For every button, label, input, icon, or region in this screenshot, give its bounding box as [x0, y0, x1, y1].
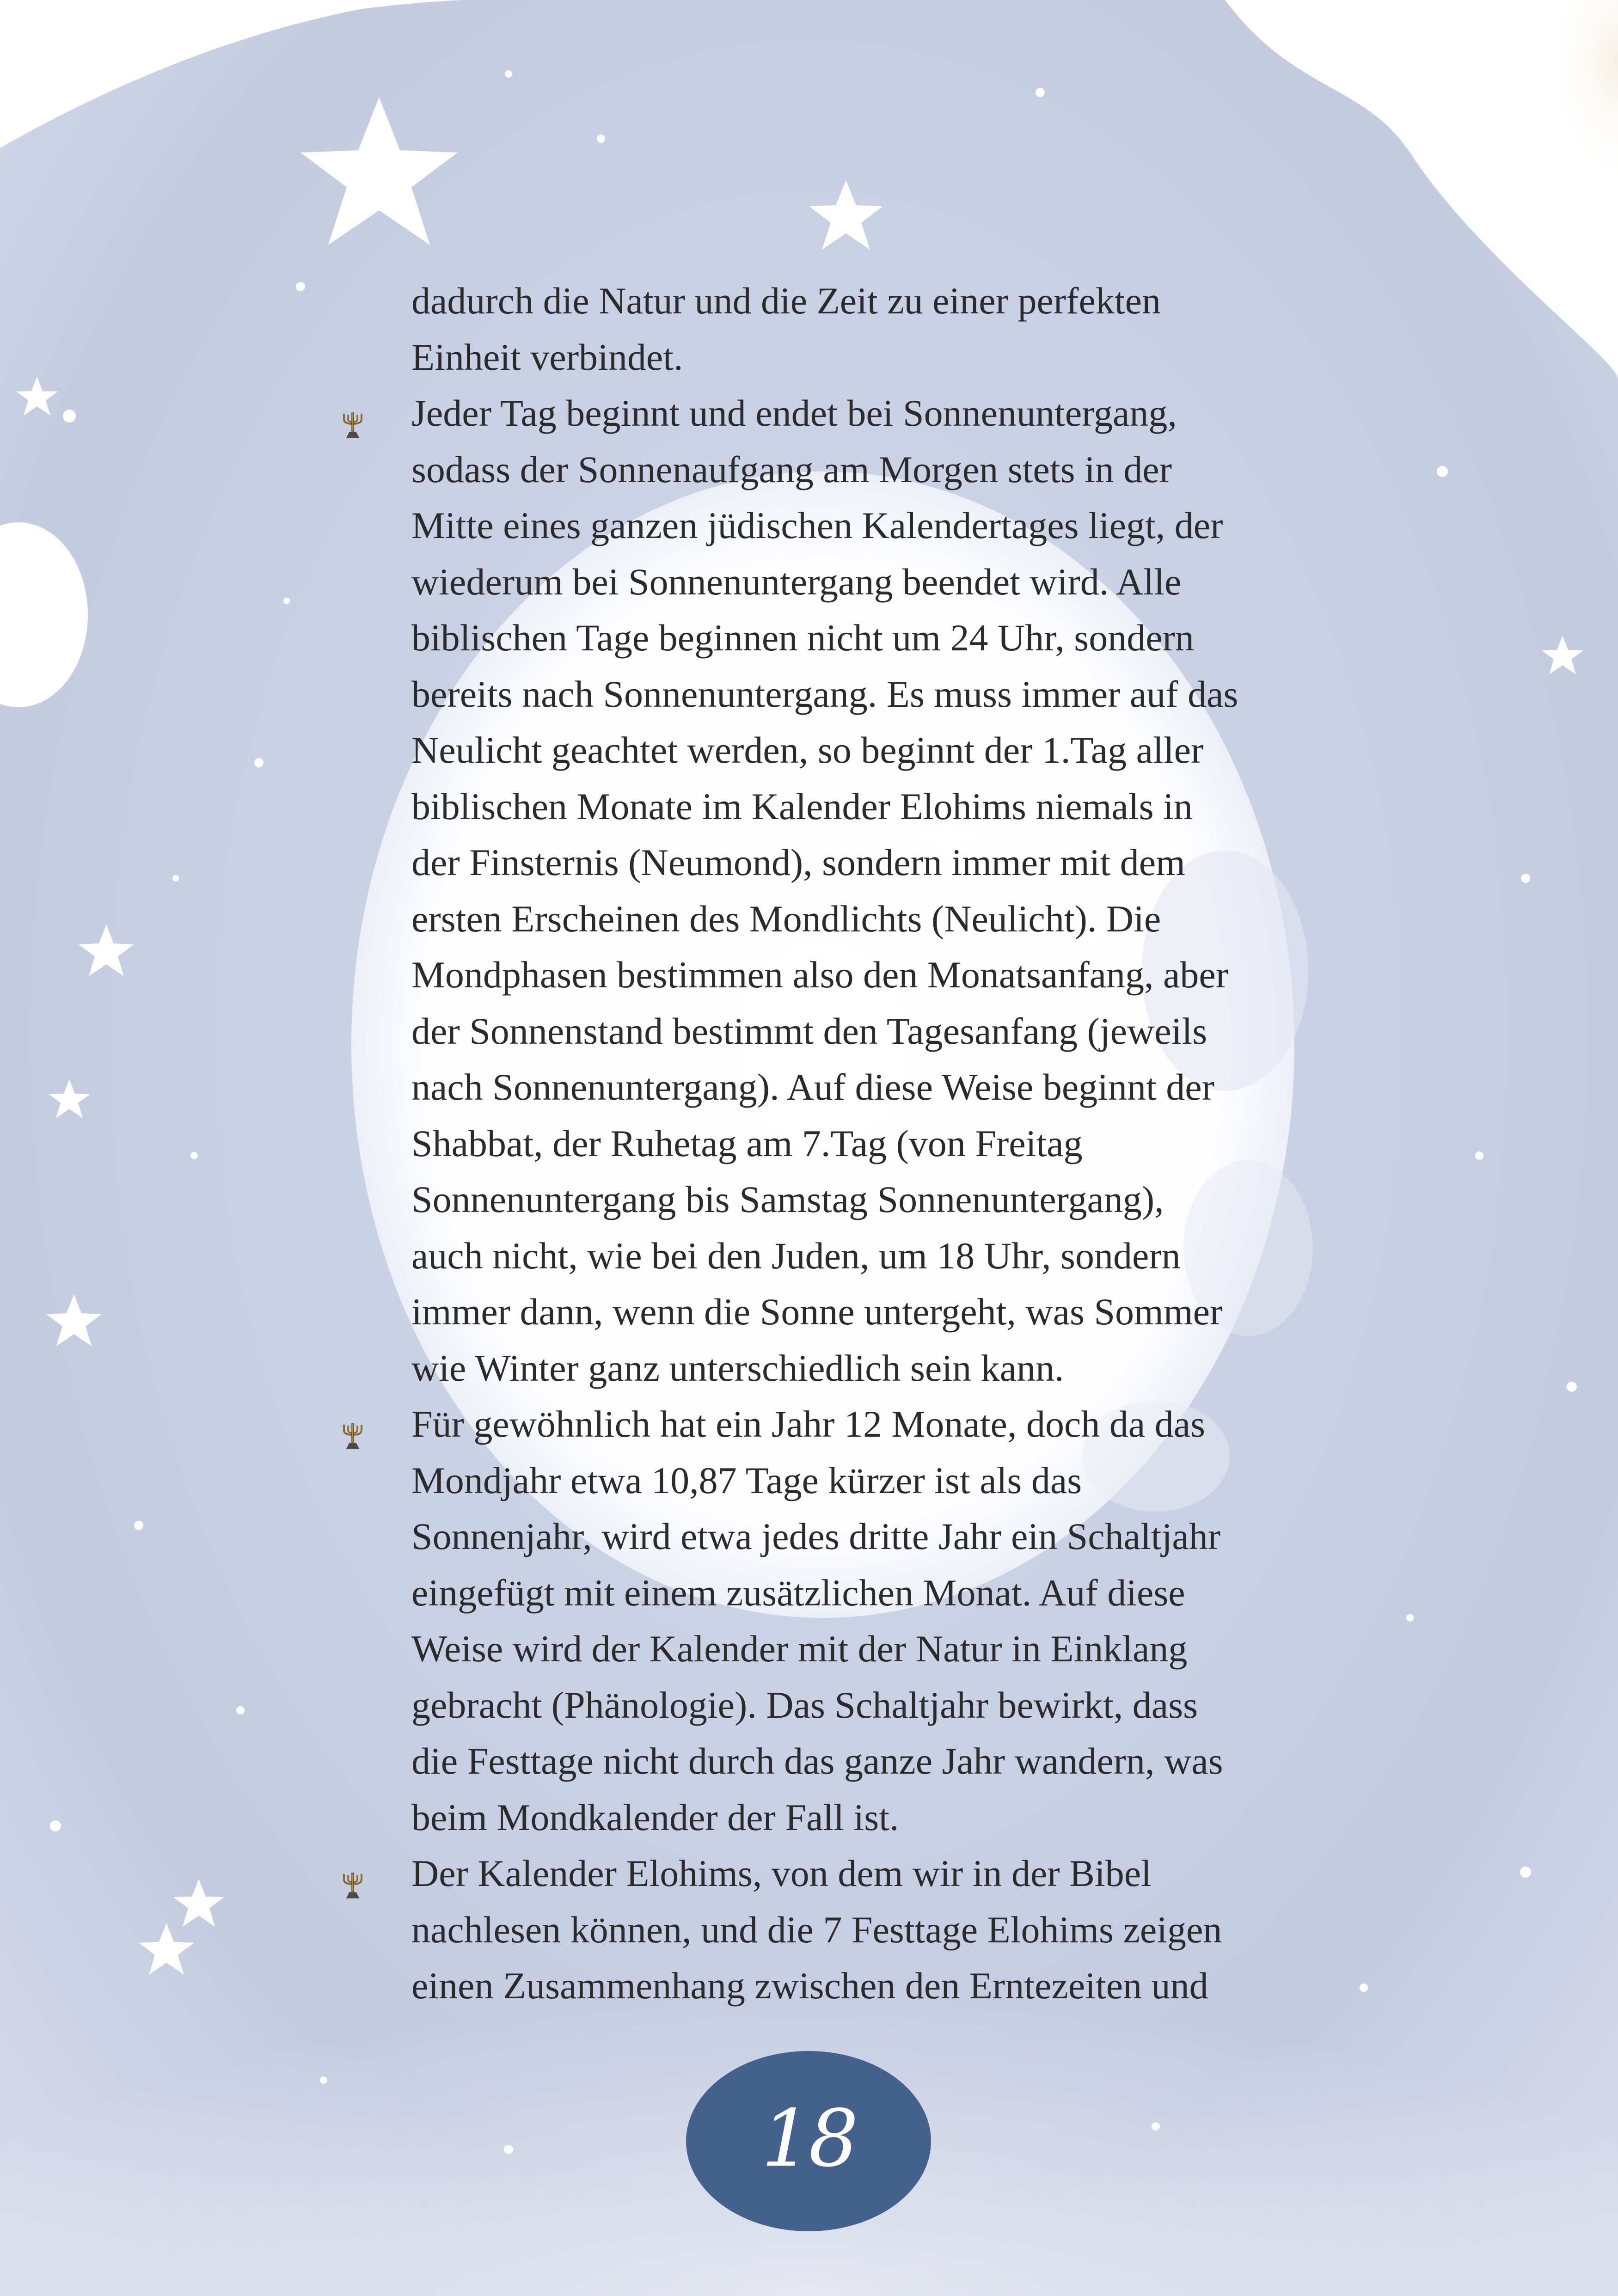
body-text [411, 273, 1387, 2014]
text-line: biblischen Monate im Kalender Elohims niemals in [411, 785, 1193, 827]
text-line: wie Winter ganz unterschiedlich sein kann. [411, 1347, 1064, 1389]
text-line: Shabbat, der Ruhetag am 7.Tag (von Freitag [411, 1122, 1083, 1164]
text-line: die Festtage nicht durch das ganze Jahr wandern, was [411, 1740, 1223, 1782]
text-line: immer dann, wenn die Sonne untergeht, was Sommer [411, 1291, 1223, 1333]
text-line: beim Mondkalender der Fall ist. [411, 1796, 899, 1838]
text-line: auch nicht, wie bei den Juden, um 18 Uhr, sondern [411, 1234, 1181, 1277]
menorah-icon [342, 1409, 363, 1436]
text-line: gebracht (Phänologie). Das Schaltjahr bewirkt, dass [411, 1684, 1198, 1726]
text-line: einen Zusammenhang zwischen den Erntezeiten und [411, 1965, 1208, 2007]
bulleted-paragraph [411, 1396, 1387, 1845]
text-line: Einheit verbindet. [411, 336, 683, 378]
text-line: Sonnenjahr, wird etwa jedes dritte Jahr ein Schaltjahr [411, 1515, 1221, 1557]
bulleted-paragraph [411, 1845, 1387, 2014]
page-number-badge [686, 2051, 931, 2231]
text-line: Mondjahr etwa 10,87 Tage kürzer ist als das [411, 1459, 1082, 1501]
text-line: wiederum bei Sonnenuntergang beendet wird. Alle [411, 560, 1182, 603]
text-line: nach Sonnenuntergang). Auf diese Weise beginnt der [411, 1066, 1214, 1108]
text-line: nachlesen können, und die 7 Festtage Elohims zeigen [411, 1908, 1222, 1951]
bulleted-paragraph [411, 385, 1387, 1396]
text-line: Sonnenuntergang bis Samstag Sonnenuntergang), [411, 1178, 1164, 1220]
text-line: biblischen Tage beginnen nicht um 24 Uhr, sondern [411, 617, 1194, 659]
text-line-content: Jeder Tag beginnt und endet bei Sonnenuntergang, [411, 392, 1177, 434]
text-line-content: Der Kalender Elohims, von dem wir in der Bibel [411, 1852, 1152, 1894]
text-line: der Sonnenstand bestimmt den Tagesanfang (jeweils [411, 1010, 1207, 1052]
text-line: der Finsternis (Neumond), sondern immer mit dem [411, 841, 1185, 883]
paragraph [411, 273, 1387, 385]
text-line [411, 1396, 1387, 1452]
text-line: Weise wird der Kalender mit der Natur in Einklang [411, 1628, 1188, 1670]
text-line: Mitte eines ganzen jüdischen Kalendertages liegt, der [411, 504, 1223, 546]
text-line: bereits nach Sonnenuntergang. Es muss immer auf das [411, 673, 1238, 715]
page-number: 18 [761, 2093, 856, 2185]
text-line [411, 385, 1387, 441]
text-line: eingefügt mit einem zusätzlichen Monat. Auf diese [411, 1571, 1185, 1614]
text-line [411, 1845, 1387, 1902]
text-line: Mondphasen bestimmen also den Monatsanfang, aber [411, 954, 1229, 996]
menorah-icon [342, 1858, 363, 1885]
text-line: dadurch die Natur und die Zeit zu einer perfekten [411, 280, 1161, 322]
text-line: ersten Erscheinen des Mondlichts (Neulicht). Die [411, 897, 1161, 940]
text-line-content: Für gewöhnlich hat ein Jahr 12 Monate, doch da das [411, 1403, 1206, 1445]
text-line: sodass der Sonnenaufgang am Morgen stets in der [411, 448, 1172, 490]
text-line: Neulicht geachtet werden, so beginnt der 1.Tag aller [411, 729, 1204, 771]
menorah-icon [342, 398, 363, 425]
